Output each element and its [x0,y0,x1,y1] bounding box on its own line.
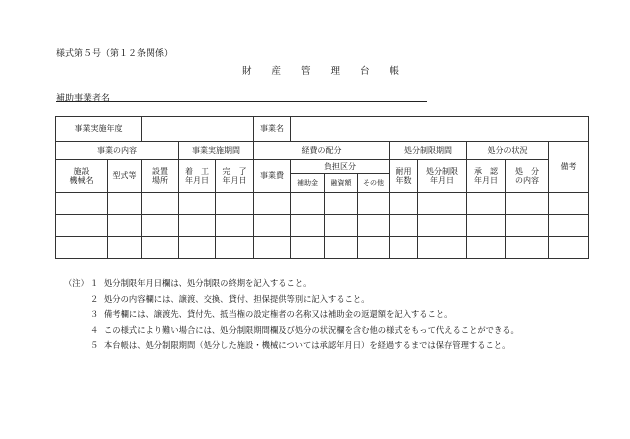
start-date-header: 着 工 年月日 [179,160,216,193]
cost-allocation-header: 経費の配分 [254,142,390,160]
note-text: 処分の内容欄には、譲渡、交換、貸付、担保提供等別に記入すること。 [104,293,370,304]
approval-date-header: 承 認 年月日 [467,160,506,193]
project-name-cell[interactable] [291,117,589,142]
disposal-status-header: 処分の状況 [467,142,549,160]
note-number: １ [90,278,99,288]
note-item [64,307,519,323]
subsidy-header: 補助金 [291,174,325,193]
notes-prefix: （注） [64,278,89,288]
note-item [64,323,519,339]
note-number: ２ [90,293,99,304]
model-header: 型式等 [108,160,142,193]
table-row [56,193,589,215]
note-text: この様式により難い場合には、処分制限期間欄及び処分の状況欄を含む他の様式をもって代えることができる。 [104,324,519,335]
asset-ledger-table [55,116,589,259]
project-content-header: 事業の内容 [56,142,179,160]
remarks-header: 備考 [549,142,589,193]
note-number: ３ [90,309,99,320]
period-header: 事業実施期間 [179,142,254,160]
form-number: 様式第５号（第１２条関係） [56,49,174,59]
project-year-label: 事業実施年度 [56,117,142,142]
burden-header: 負担区分 [291,160,390,174]
restriction-period-header: 処分制限期間 [390,142,467,160]
disposal-content-header: 処 分 の内容 [506,160,549,193]
note-text: 処分制限年月日欄は、処分制限の終期を記入すること。 [104,278,312,288]
note-text: 本台帳は、処分制限期間（処分した施設・機械については承認年月日）を経過するまでは保存管理すること。 [104,340,511,351]
table-row [56,215,589,237]
notes-section [64,276,519,354]
note-item [64,276,519,292]
facility-header: 施設 機械名 [56,160,108,193]
note-number: ４ [90,324,99,335]
location-header: 設置 場所 [142,160,179,193]
project-name-label: 事業名 [254,117,291,142]
page-title: 財産管理台帳 [242,66,420,77]
recipient-underline [56,101,427,102]
finance-header: 融資額 [325,174,358,193]
useful-life-header: 耐用 年数 [390,160,418,193]
note-text: 備考欄には、譲渡先、貸付先、抵当権の設定権者の名称又は補助金の返還額を記入すること。 [104,309,453,320]
note-number: ５ [90,340,99,351]
table-row [56,237,589,259]
completion-date-header: 完 了 年月日 [216,160,254,193]
note-item [64,292,519,308]
other-header: その他 [358,174,390,193]
note-item [64,338,519,354]
project-year-cell[interactable] [142,117,254,142]
recipient-label: 補助事業者名 [56,94,111,104]
restriction-date-header: 処分制限 年月日 [418,160,467,193]
project-cost-header: 事業費 [254,160,291,193]
